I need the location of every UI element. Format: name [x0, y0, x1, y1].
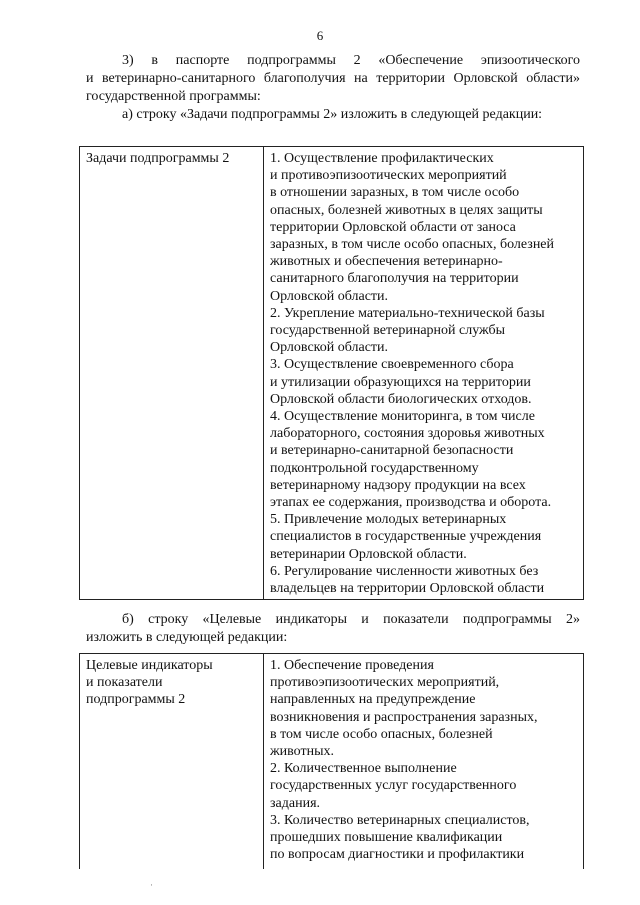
table-row — [80, 654, 584, 870]
tasks-line: государственной ветеринарной службы — [270, 323, 506, 339]
tasks-line: 6. Регулирование численности животных без — [270, 563, 539, 579]
section-b-line-1: б) строку «Целевые индикаторы и показатели подпрограммы 2» — [122, 612, 580, 627]
indicators-label-line: и показатели — [86, 675, 163, 691]
indicators-label-line: Целевые индикаторы — [86, 658, 213, 673]
intro-line-3: государственной программы: — [86, 89, 261, 104]
tasks-content-cell — [264, 147, 584, 600]
indicators-line: задания. — [270, 795, 321, 811]
indicators-line: противоэпизоотических мероприятий, — [270, 675, 500, 691]
tasks-line: территории Орловской области от заноса — [270, 219, 516, 235]
intro-line-1: 3) в паспорте подпрограммы 2 «Обеспечение эпизоотического — [122, 53, 580, 68]
indicators-line: 2. Количественное выполнение — [270, 761, 457, 777]
indicators-line: 3. Количество ветеринарных специалистов, — [270, 812, 530, 828]
tasks-line: 4. Осуществление мониторинга, в том числе — [270, 409, 535, 425]
indicators-line: 1. Обеспечение проведения — [270, 658, 434, 673]
scan-speck: · — [150, 880, 153, 890]
tasks-label: Задачи подпрограммы 2 — [86, 151, 230, 166]
tasks-label-cell — [80, 147, 264, 600]
indicators-line: государственных услуг государственного — [270, 778, 517, 794]
tasks-line: Орловской области. — [270, 288, 389, 304]
indicators-line: в том числе особо опасных, болезней — [270, 726, 493, 742]
intro-line-2: и ветеринарно-санитарного благополучия на территории Орловской области» — [86, 71, 580, 86]
tasks-line: подконтрольной государственному — [270, 460, 479, 476]
indicators-line: животных. — [270, 744, 335, 760]
tasks-line: 2. Укрепление материально-технической базы — [270, 305, 545, 321]
indicators-table — [79, 653, 584, 869]
tasks-line: заразных, в том числе особо опасных, болезней — [270, 237, 555, 253]
indicators-content-cell — [264, 654, 584, 870]
tasks-line: этапах ее содержания, производства и оборота. — [270, 495, 552, 511]
tasks-line: животных и обеспечения ветеринарно- — [270, 254, 503, 270]
tasks-line: Орловской области. — [270, 340, 389, 356]
tasks-line: и противоэпизоотических мероприятий — [270, 168, 507, 184]
tasks-table — [79, 146, 584, 600]
tasks-line: в отношении заразных, в том числе особо — [270, 185, 520, 201]
tasks-line: 3. Осуществление своевременного сбора — [270, 357, 514, 373]
tasks-line: санитарного благополучия на территории — [270, 271, 519, 287]
indicators-label-line: подпрограммы 2 — [86, 692, 186, 708]
tasks-line: ветеринарии Орловской области. — [270, 546, 467, 562]
tasks-line: ветеринарному надзору продукции на всех — [270, 477, 526, 493]
tasks-line: и утилизации образующихся на территории — [270, 374, 531, 390]
tasks-line: владельцев на территории Орловской области — [270, 581, 545, 597]
tasks-line: 1. Осуществление профилактических — [270, 151, 494, 166]
indicators-label-cell — [80, 654, 264, 870]
indicators-line: по вопросам диагностики и профилактики — [270, 847, 525, 863]
tasks-line: лабораторного, состояния здоровья животных — [270, 426, 545, 442]
section-a-heading: а) строку «Задачи подпрограммы 2» изложить в следующей редакции: — [122, 107, 543, 122]
tasks-line: 5. Привлечение молодых ветеринарных — [270, 512, 507, 528]
tasks-line: и ветеринарно-санитарной безопасности — [270, 443, 514, 459]
indicators-line: прошедших повышение квалификации — [270, 830, 503, 846]
table-row — [80, 147, 584, 600]
tasks-line: Орловской области биологических отходов. — [270, 391, 532, 407]
tasks-line: опасных, болезней животных в целях защиты — [270, 202, 543, 218]
indicators-line: направленных на предупреждение — [270, 692, 476, 708]
indicators-line: возникновения и распространения заразных, — [270, 709, 538, 725]
tasks-line: специалистов в государственные учреждения — [270, 529, 542, 545]
page-number: 6 — [316, 28, 324, 43]
section-b-line-2: изложить в следующей редакции: — [86, 630, 288, 645]
